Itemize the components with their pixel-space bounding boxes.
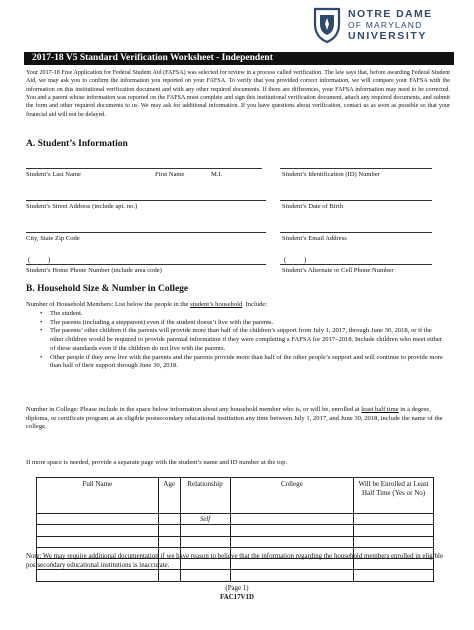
table-cell[interactable] <box>37 525 159 536</box>
students-household-term: student’s household <box>190 301 243 308</box>
list-item: • The student. <box>50 310 446 319</box>
logo-line-2: OF MARYLAND <box>348 20 423 30</box>
table-cell[interactable] <box>354 525 434 536</box>
list-item: • The parents (including a stepparent) even if the student doesn’t live with the parents. <box>50 319 446 328</box>
home-area-code-close: ) <box>48 256 51 264</box>
logo-line-3: UNIVERSITY <box>348 30 428 42</box>
home-area-code-open: ( <box>28 256 31 264</box>
dob-label: Student’s Date of Birth <box>282 203 343 210</box>
table-cell[interactable] <box>180 570 230 581</box>
last-name-label: Student’s Last Name <box>26 171 81 178</box>
table-cell[interactable] <box>158 525 180 536</box>
university-logo <box>312 6 462 46</box>
shield-crest-icon <box>312 6 342 44</box>
household-members-lead: Number of Household Members: List below the people in the <box>26 301 191 308</box>
documentation-note: Note: We may require additional documentation if we have reason to believe that the information regarding the household members enrolled in eligible postsecondary educational institutions is inaccurate. <box>26 553 444 569</box>
street-address-line[interactable] <box>26 200 266 201</box>
street-address-label: Student’s Street Address (include apt. no.) <box>26 203 138 210</box>
email-line[interactable] <box>280 232 432 233</box>
alt-phone-line[interactable] <box>280 264 432 265</box>
table-cell[interactable] <box>230 514 354 525</box>
alt-area-code-close: ) <box>304 256 307 264</box>
logo-wordmark <box>348 9 433 42</box>
least-half-time-term: least half time <box>361 406 399 413</box>
home-phone-label: Student’s Home Phone Number (include area code) <box>26 267 162 274</box>
section-b-heading: B. Household Size & Number in College <box>26 284 189 294</box>
mi-label: M.I. <box>211 171 223 178</box>
household-members-tail: . Include: <box>242 301 268 308</box>
number-in-college-instructions <box>26 406 446 432</box>
table-cell[interactable] <box>230 525 354 536</box>
section-a-heading: A. Student’s Information <box>26 139 128 149</box>
college-lead: Number in College: Please include in the space below information about any household member who is, or will be, enrolled at <box>26 406 362 413</box>
dob-line[interactable] <box>280 200 432 201</box>
list-item: • The parents’ other children if the parents will provide more than half of the children’s support from July 1, 2017, through June 30, 2018, or if the other children would be required to provide parental information if they were completing a FAFSA for 2017–2018. Include children who meet either of these standards even if the children do not live with the parents. <box>50 327 446 353</box>
student-id-label: Student’s Identification (ID) Number <box>282 171 380 178</box>
household-members-instructions <box>26 301 446 310</box>
table-cell[interactable] <box>354 570 434 581</box>
table-cell[interactable] <box>158 514 180 525</box>
table-row <box>37 514 434 525</box>
alt-phone-label: Student’s Alternate or Cell Phone Number <box>282 267 394 274</box>
list-item: • Other people if they now live with the parents and the parents provide more than half of the other people’s support and will continue to provide more than half of their support through June 30, 2018. <box>50 354 446 371</box>
table-row <box>37 570 434 581</box>
table-cell[interactable] <box>37 514 159 525</box>
table-cell[interactable] <box>158 570 180 581</box>
email-label: Student’s Email Address <box>282 235 347 242</box>
table-cell[interactable] <box>354 514 434 525</box>
page-number: (Page 1) <box>225 585 249 592</box>
city-state-zip-line[interactable] <box>26 232 266 233</box>
table-cell[interactable] <box>180 525 230 536</box>
col-college: College <box>230 478 354 514</box>
col-enrolled-half-time: Will be Enrolled at Least Half Time (Yes or No) <box>354 478 434 514</box>
last-name-line[interactable] <box>26 168 262 169</box>
city-state-zip-label: City, State Zip Code <box>26 235 80 242</box>
table-cell[interactable] <box>37 570 159 581</box>
relationship-self-cell: Self <box>180 514 230 525</box>
home-phone-line[interactable] <box>26 264 266 265</box>
form-code: FAC17V1D <box>220 594 254 601</box>
table-cell[interactable] <box>37 536 159 547</box>
table-cell[interactable] <box>180 536 230 547</box>
table-cell[interactable] <box>230 570 354 581</box>
intro-paragraph: Your 2017-18 Free Application for Federal Student Aid (FAFSA) was selected for review in a process called verification. The law says that, before awarding Federal Student Aid, we may ask you to confirm the information you reported on your FAFSA. To verify that you provided correct information, we will compare your FAFSA with the information on this institutional verification document and with any other required documents. If there are differences, your FAFSA information may need to be corrected. You and a parent whose information was reported on the FAFSA must complete and sign this institutional verification document, attach any required documents, and submit the form and other required documents to us. We may ask for additional information. If you have questions about verification, contact us as soon as possible so that your financial aid will not be delayed. <box>26 70 450 118</box>
extra-space-note: If more space is needed, provide a separate page with the student’s name and ID number at the top. <box>26 459 288 466</box>
alt-area-code-open: ( <box>284 256 287 264</box>
col-relationship: Relationship <box>180 478 230 514</box>
col-full-name: Full Name <box>37 478 159 514</box>
table-header-row <box>37 478 434 514</box>
logo-line-1: NOTRE DAME <box>348 8 433 20</box>
table-cell[interactable] <box>354 536 434 547</box>
table-cell[interactable] <box>230 536 354 547</box>
worksheet-title: 2017-18 V5 Standard Verification Worksheet - Independent <box>24 52 454 65</box>
table-row <box>37 525 434 536</box>
household-members-list <box>50 310 446 371</box>
table-row <box>37 536 434 547</box>
student-id-line[interactable] <box>280 168 432 169</box>
col-age: Age <box>158 478 180 514</box>
first-name-label: First Name <box>155 171 185 178</box>
table-cell[interactable] <box>158 536 180 547</box>
college-tail: in a degree, diploma, or certificate program at an eligible postsecondary educational institution any time between July 1, 2017, and June 30, 2018, include the name of the college. <box>26 406 443 431</box>
